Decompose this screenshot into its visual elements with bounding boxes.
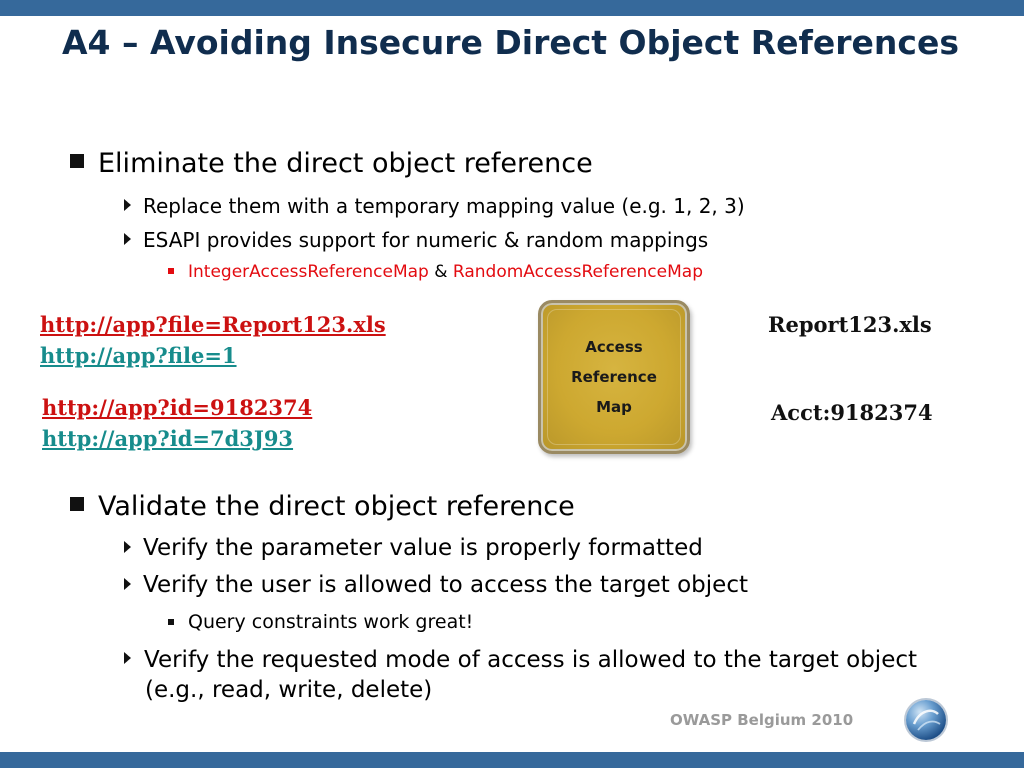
integer-map-name: IntegerAccessReferenceMap: [188, 262, 429, 282]
bullet-verify-mode: [124, 645, 935, 705]
small-square-bullet-icon: [168, 268, 174, 274]
link-id-mapped[interactable]: http://app?id=7d3J93: [42, 426, 294, 451]
bullet-verify-format: [124, 535, 703, 561]
square-bullet-icon: [70, 497, 84, 511]
access-reference-map-box: [538, 300, 690, 454]
square-bullet-icon: [70, 154, 84, 168]
bullet-query-text: Query constraints work great!: [188, 611, 474, 633]
bullet-query: [168, 611, 473, 633]
bullet-verify-user: [124, 572, 748, 598]
target-account-label: Acct:9182374: [771, 400, 933, 425]
bullet-verify-mode-text: Verify the requested mode of access is allowed to the target object (e.g., read, write, delete): [144, 647, 918, 703]
amp-separator: &: [428, 262, 453, 282]
link-file-mapped[interactable]: http://app?file=1: [40, 343, 237, 368]
bullet-replace: [124, 194, 745, 218]
triangle-bullet-icon: [124, 199, 131, 211]
logo-swirl-icon: [906, 700, 946, 740]
bullet-verify-format-text: Verify the parameter value is properly formatted: [143, 535, 703, 561]
triangle-bullet-icon: [124, 578, 131, 590]
bullet-eliminate-text: Eliminate the direct object reference: [98, 148, 593, 179]
bottom-band: [0, 752, 1024, 768]
random-map-name: RandomAccessReferenceMap: [452, 262, 703, 282]
target-file-label: Report123.xls: [768, 312, 932, 337]
bullet-validate-text: Validate the direct object reference: [98, 491, 575, 522]
triangle-bullet-icon: [124, 233, 131, 245]
owasp-logo-icon: [906, 700, 946, 740]
link-file-direct[interactable]: http://app?file=Report123.xls: [40, 312, 386, 337]
bullet-replace-text: Replace them with a temporary mapping value (e.g. 1, 2, 3): [143, 194, 745, 218]
top-band: [0, 0, 1024, 16]
bullet-eliminate: [70, 148, 593, 179]
bullet-esapi-text: ESAPI provides support for numeric & random mappings: [143, 228, 709, 252]
bullet-verify-user-text: Verify the user is allowed to access the target object: [143, 572, 748, 598]
small-square-bullet-icon: [168, 619, 174, 625]
bullet-validate: [70, 491, 575, 522]
bullet-maps: [168, 262, 703, 282]
triangle-bullet-icon: [124, 652, 131, 664]
footer-label: OWASP Belgium 2010: [670, 711, 854, 729]
triangle-bullet-icon: [124, 541, 131, 553]
bullet-esapi: [124, 228, 708, 252]
slide-title: A4 – Avoiding Insecure Direct Object References: [62, 23, 960, 62]
link-id-direct[interactable]: http://app?id=9182374: [42, 395, 313, 420]
access-reference-map-label: Access Reference Map: [571, 338, 657, 416]
map-box-inner-border: [547, 309, 681, 445]
